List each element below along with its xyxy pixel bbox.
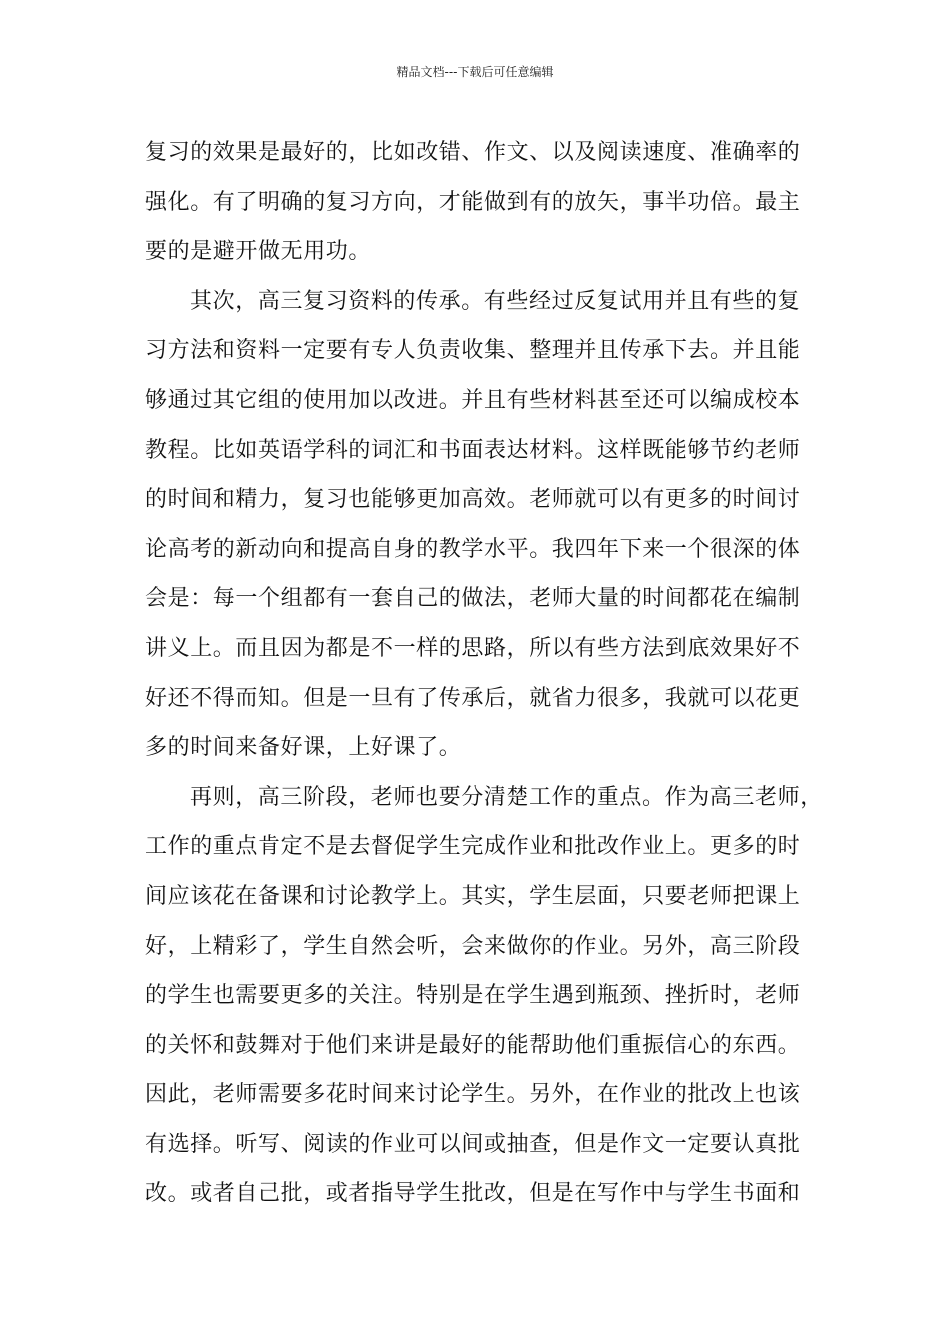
text-line: 好还不得而知。但是一旦有了传承后，就省力很多，我就可以花更 xyxy=(145,685,801,711)
text-line: 讲义上。而且因为都是不一样的思路，所以有些方法到底效果好不 xyxy=(145,635,801,661)
text-line: 要的是避开做无用功。 xyxy=(145,239,372,265)
text-line: 好，上精彩了，学生自然会听，会来做你的作业。另外，高三阶段 xyxy=(145,933,801,959)
paragraph-start-line: 其次，高三复习资料的传承。有些经过反复试用并且有些的复 xyxy=(190,288,801,314)
text-line: 够通过其它组的使用加以改进。并且有些材料甚至还可以编成校本 xyxy=(145,387,801,413)
paragraph-start-line: 再则，高三阶段，老师也要分清楚工作的重点。作为高三老师， xyxy=(190,784,823,810)
text-line: 的时间和精力，复习也能够更加高效。老师就可以有更多的时间讨 xyxy=(145,487,801,513)
text-line: 因此，老师需要多花时间来讨论学生。另外，在作业的批改上也该 xyxy=(145,1082,801,1108)
text-line: 复习的效果是最好的，比如改错、作文、以及阅读速度、准确率的 xyxy=(145,140,801,165)
text-line: 强化。有了明确的复习方向，才能做到有的放矢，事半功倍。最主 xyxy=(145,189,801,215)
text-line: 论高考的新动向和提高自身的教学水平。我四年下来一个很深的体 xyxy=(145,536,801,562)
text-line: 多的时间来备好课，上好课了。 xyxy=(145,735,462,761)
text-line: 间应该花在备课和讨论教学上。其实，学生层面，只要老师把课上 xyxy=(145,883,801,909)
text-line: 的学生也需要更多的关注。特别是在学生遇到瓶颈、挫折时，老师 xyxy=(145,983,801,1009)
text-line: 会是：每一个组都有一套自己的做法，老师大量的时间都花在编制 xyxy=(145,586,801,612)
text-line: 的关怀和鼓舞对于他们来讲是最好的能帮助他们重振信心的东西。 xyxy=(145,1032,801,1058)
text-line: 工作的重点肯定不是去督促学生完成作业和批改作业上。更多的时 xyxy=(145,834,801,860)
text-line: 改。或者自己批，或者指导学生批改，但是在写作中与学生书面和 xyxy=(145,1181,801,1207)
text-line: 有选择。听写、阅读的作业可以间或抽查，但是作文一定要认真批 xyxy=(145,1131,801,1157)
text-line: 教程。比如英语学科的词汇和书面表达材料。这样既能够节约老师 xyxy=(145,437,801,463)
page-header: 精品文档---下载后可任意编辑 xyxy=(396,65,554,79)
text-line: 习方法和资料一定要有专人负责收集、整理并且传承下去。并且能 xyxy=(145,338,801,364)
body-text xyxy=(145,128,823,1219)
